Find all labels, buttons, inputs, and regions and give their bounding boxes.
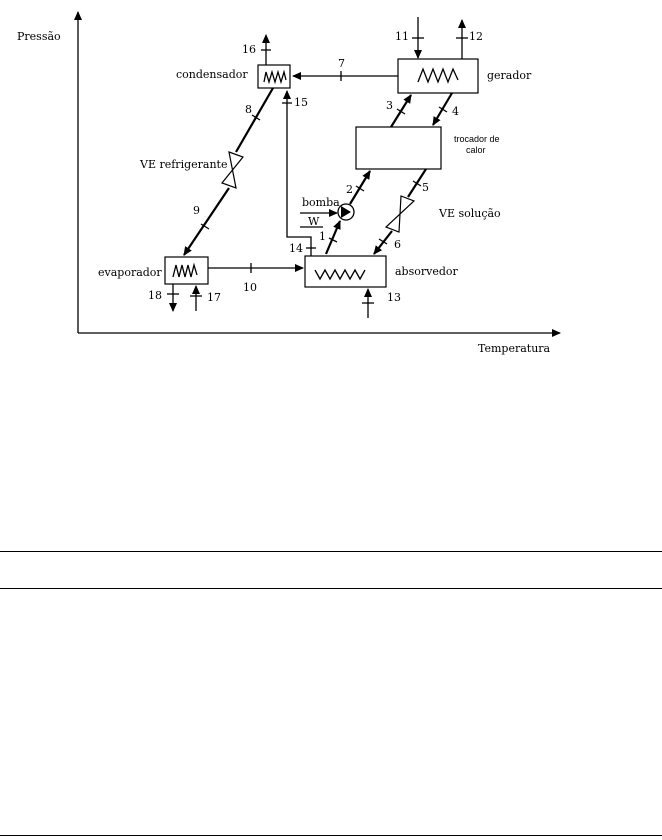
state-5-label: 5 [422,181,429,194]
condenser [258,65,290,88]
absorber-label: absorvedor [395,265,458,278]
state-9-label: 9 [193,204,200,217]
top-divider [0,551,662,552]
stream-6 [374,231,392,254]
state-4-label: 4 [452,105,459,118]
generator [398,59,478,93]
state-8-label: 8 [245,103,252,116]
solution-valve-label: VE solução [439,207,501,220]
stream-14-15 [287,91,311,256]
evaporator [165,257,208,284]
state-16-label: 16 [242,43,256,56]
evaporator-label: evaporador [98,266,162,279]
temperature-axis-label: Temperatura [478,342,551,355]
heat-exchanger-label-line1: trocador de [454,134,500,144]
state-1-label: 1 [319,230,326,243]
stream-9 [184,188,229,255]
state-14-label: 14 [289,242,303,255]
refrigerant-valve-label: VE refrigerante [140,158,228,171]
state-17-label: 17 [207,291,221,304]
stream-2 [350,171,370,204]
pump [338,204,354,220]
heat-exchanger [356,127,441,169]
generator-label: gerador [487,69,532,82]
middle-divider [0,588,662,589]
pump-label: bomba [302,196,340,209]
stream-1 [326,221,340,254]
state-13-label: 13 [387,291,401,304]
state-11-label: 11 [395,30,409,43]
state-10-label: 10 [243,281,257,294]
work-label: W [308,215,320,228]
solution-expansion-valve [386,196,414,232]
state-7-label: 7 [338,57,345,70]
state-3-label: 3 [386,99,393,112]
state-15-label: 15 [294,96,308,109]
state-18-label: 18 [148,289,162,302]
bottom-divider [0,835,662,836]
state-6-label: 6 [394,238,401,251]
absorber [305,256,386,287]
condenser-label: condensador [176,68,248,81]
heat-exchanger-label-line2: calor [466,145,486,155]
absorption-cycle-diagram [0,0,662,360]
stream-8 [236,88,273,152]
state-2-label: 2 [346,183,353,196]
pressure-axis-label: Pressão [17,30,61,43]
state-12-label: 12 [469,30,483,43]
